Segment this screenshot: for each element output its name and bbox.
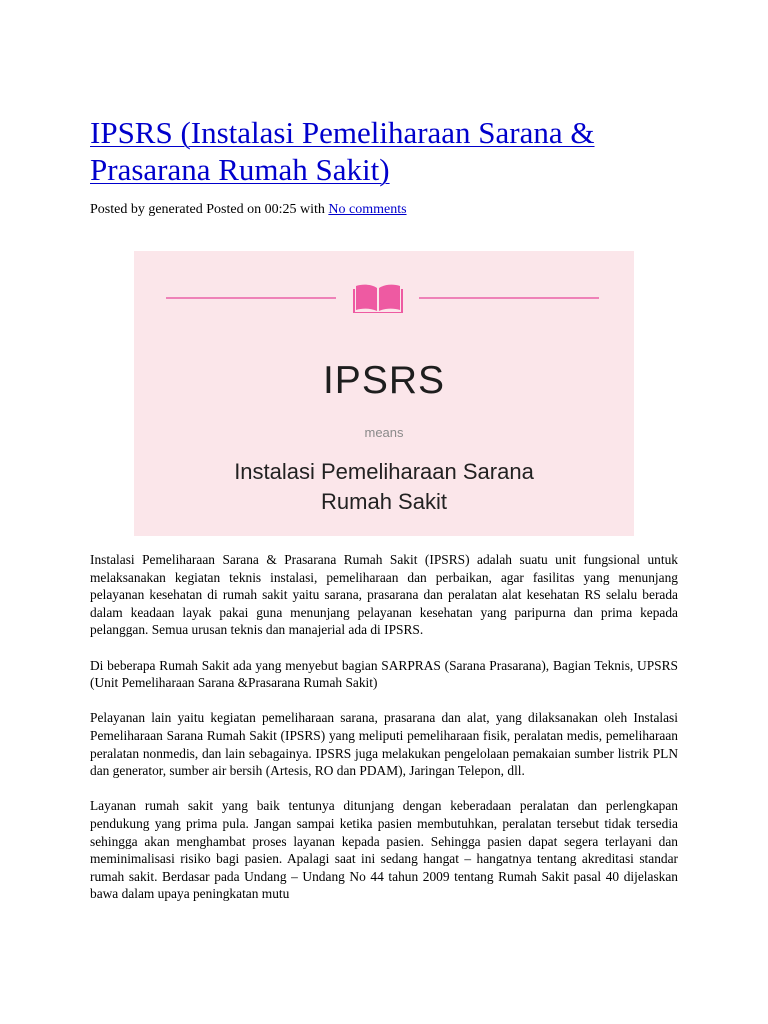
comments-link[interactable]: No comments	[328, 202, 407, 217]
post-title-link[interactable]: IPSRS (Instalasi Pemeliharaan Sarana & Prasarana Rumah Sakit)	[90, 115, 595, 187]
ipsrs-banner-image	[134, 251, 634, 536]
paragraph: Di beberapa Rumah Sakit ada yang menyebut bagian SARPRAS (Sarana Prasarana), Bagian Teknis, UPSRS (Unit Pemeliharaan Sarana &Prasarana Rumah Sakit)	[90, 657, 678, 691]
banner-expansion-line1: Instalasi Pemeliharaan Sarana	[234, 459, 534, 484]
paragraph: Layanan rumah sakit yang baik tentunya ditunjang dengan keberadaan peralatan dan perlengkapan pendukung yang prima pula. Jangan sampai ketika pasien membutuhkan, peralatan tersebut tidak tersedia sehingga akan menghambat proses layanan kepada pasien. Sehingga pasien dapat segera terlayani dan meminimalisasi risiko bagi pasien. Apalagi saat ini sedang hangat – hangatnya tentang akreditasi standar rumah sakit. Berdasar pada Undang – Undang No 44 tahun 2009 tentang Rumah Sakit pasal 40 dijelaskan bawa dalam upaya peningkatan mutu	[90, 798, 678, 902]
post-body	[90, 551, 678, 920]
banner-expansion-line2: Rumah Sakit	[321, 489, 447, 514]
banner-expansion	[134, 457, 634, 517]
post-meta	[90, 201, 407, 219]
banner-abbreviation: IPSRS	[322, 359, 446, 402]
open-book-icon	[353, 283, 403, 313]
paragraph: Pelayanan lain yaitu kegiatan pemeliharaan sarana, prasarana dan alat, yang dilaksanakan oleh Instalasi Pemeliharaan Sarana Rumah Sakit (IPSRS) yang meliputi pemeliharaan fisik, peralatan medis, pemeliharaan peralatan nonmedis, dan lain sebagainya. IPSRS juga melakukan pengelolaan pemakaian sumber listrik PLN dan generator, sumber air bersih (Artesis, RO dan PDAM), Jaringan Telepon, dll.	[90, 710, 678, 779]
banner-divider-right	[419, 297, 599, 299]
post-meta-text: Posted by generated Posted on 00:25 with	[90, 202, 329, 217]
paragraph: Instalasi Pemeliharaan Sarana & Prasarana Rumah Sakit (IPSRS) adalah suatu unit fungsional untuk melaksanakan kegiatan teknis instalasi, pemeliharaan dan perbaikan, agar fasilitas yang menunjang pelayanan kesehatan di rumah sakit yaitu sarana, prasarana dan peralatan alat kesehatan RS selalu berada dalam keadaan layak pakai guna menunjang pelayanan kesehatan yang paripurna dan prima kepada pelanggan. Semua urusan teknis dan manajerial ada di IPSRS.	[90, 552, 678, 638]
banner-means-label: means	[364, 425, 404, 440]
banner-divider-left	[166, 297, 336, 299]
post-title	[90, 114, 690, 188]
